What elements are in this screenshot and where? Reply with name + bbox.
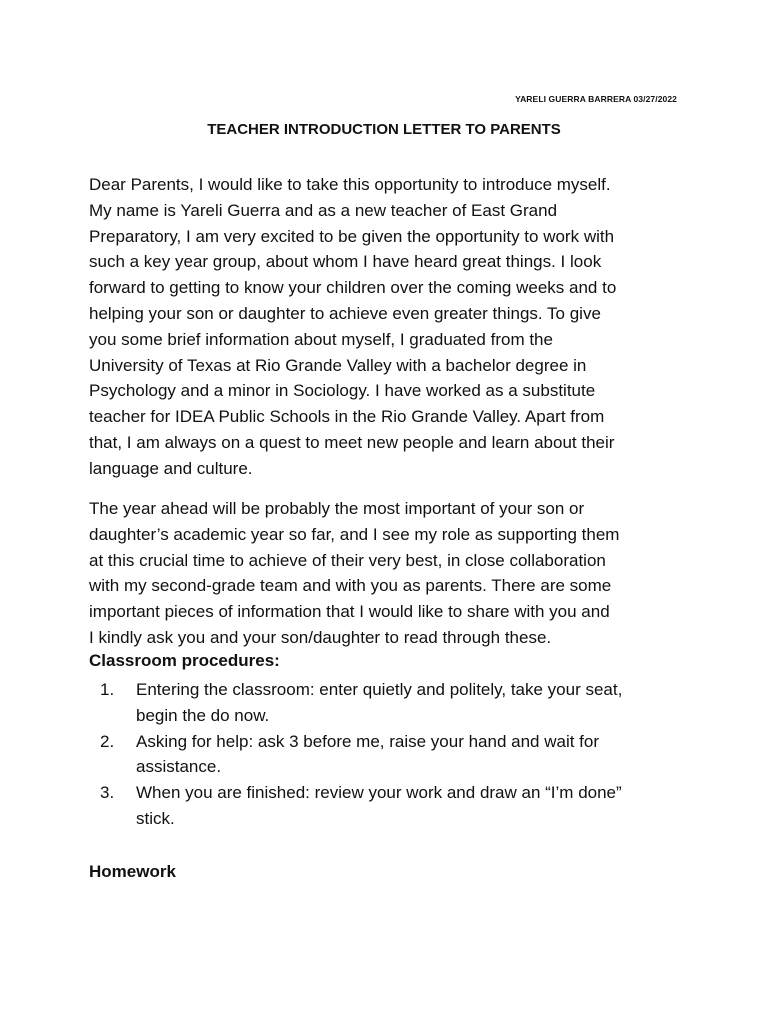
- paragraph-line: important pieces of information that I would like to share with you and: [89, 602, 610, 622]
- list-item-number: 1.: [100, 680, 115, 699]
- paragraph-line: My name is Yareli Guerra and as a new teacher of East Grand: [89, 200, 558, 220]
- paragraph-line: that, I am always on a quest to meet new people and learn about their: [89, 432, 615, 452]
- list-item: [100, 780, 700, 832]
- list-item-line: stick.: [136, 808, 175, 828]
- paragraph-line: forward to getting to know your children over the coming weeks and to: [89, 278, 617, 298]
- intro-paragraph: [89, 172, 689, 482]
- paragraph-line: at this crucial time to achieve of their very best, in close collaboration: [89, 550, 606, 570]
- paragraph-line: helping your son or daughter to achieve even greater things. To give: [89, 303, 601, 323]
- classroom-procedures-list: [100, 677, 700, 832]
- paragraph-line: Preparatory, I am very excited to be given the opportunity to work with: [89, 226, 615, 246]
- paragraph-line: such a key year group, about whom I have heard great things. I look: [89, 252, 602, 272]
- page-title: TEACHER INTRODUCTION LETTER TO PARENTS: [207, 121, 561, 138]
- paragraph-line: I kindly ask you and your son/daughter to read through these.: [89, 627, 552, 647]
- paragraph-line: language and culture.: [89, 458, 253, 478]
- paragraph-line: you some brief information about myself, I graduated from the: [89, 329, 553, 349]
- paragraph-line: Psychology and a minor in Sociology. I have worked as a substitute: [89, 381, 596, 401]
- author-date-header: YARELI GUERRA BARRERA 03/27/2022: [515, 94, 677, 104]
- homework-heading: Homework: [89, 862, 176, 881]
- paragraph-line: University of Texas at Rio Grande Valley with a bachelor degree in: [89, 355, 587, 375]
- paragraph-line: The year ahead will be probably the most important of your son or: [89, 499, 585, 518]
- paragraph-line: daughter’s academic year so far, and I see my role as supporting them: [89, 524, 620, 544]
- list-item-line: When you are finished: review your work and draw an “I’m done”: [136, 783, 622, 803]
- classroom-procedures-heading: Classroom procedures:: [89, 651, 280, 670]
- year-ahead-paragraph: [89, 496, 689, 651]
- list-item-line: Asking for help: ask 3 before me, raise your hand and wait for: [136, 731, 600, 751]
- paragraph-line: Dear Parents, I would like to take this opportunity to introduce myself.: [89, 175, 611, 194]
- paragraph-line: with my second-grade team and with you as parents. There are some: [89, 576, 612, 596]
- list-item: [100, 677, 700, 729]
- paragraph-line: teacher for IDEA Public Schools in the Rio Grande Valley. Apart from: [89, 407, 605, 427]
- list-item-line: assistance.: [136, 757, 222, 777]
- list-item-line: begin the do now.: [136, 705, 270, 725]
- list-item-number: 2.: [100, 731, 115, 751]
- list-item-line: Entering the classroom: enter quietly and politely, take your seat,: [136, 680, 623, 699]
- list-item: [100, 729, 700, 781]
- list-item-number: 3.: [100, 783, 115, 803]
